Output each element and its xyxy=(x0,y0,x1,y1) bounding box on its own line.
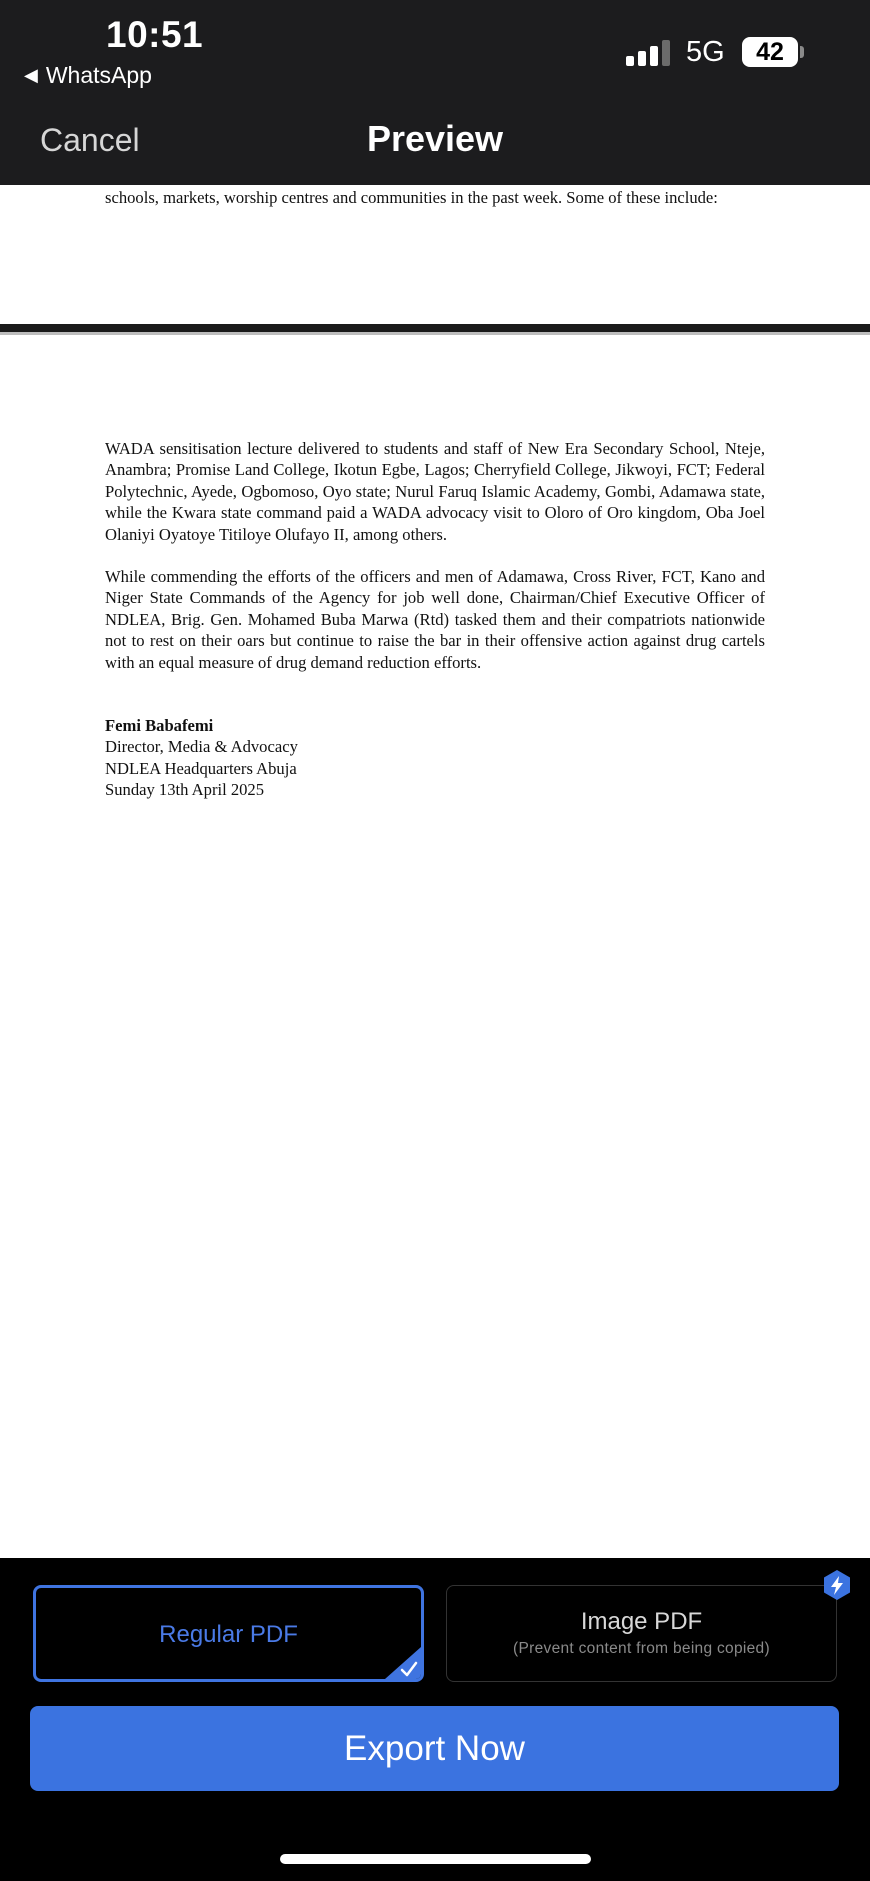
nav-bar xyxy=(0,100,870,185)
battery-tip xyxy=(800,46,804,58)
network-type: 5G xyxy=(686,36,725,68)
document-preview[interactable] xyxy=(0,185,870,1558)
status-bar xyxy=(0,0,870,100)
checkmark-icon xyxy=(385,1647,421,1679)
cancel-button[interactable]: Cancel xyxy=(40,122,140,158)
image-pdf-subtitle: (Prevent content from being copied) xyxy=(513,1640,770,1657)
image-pdf-label: Image PDF xyxy=(580,1608,703,1635)
document-paragraph-2: While commending the efforts of the officers and men of Adamawa, Cross River, FCT, Kano and Niger State Commands of the Agency for job well done, Chairman/Chief Executive Officer of NDLEA, Brig. Gen. Mohamed Buba Marwa (Rtd) tasked them and their compatriots nationwide not to rest on their oars but continue to raise the bar in their offensive action against drug cartels with an equal measure of drug demand reduction efforts. xyxy=(105,567,765,672)
signature-block xyxy=(105,715,298,801)
regular-pdf-option[interactable] xyxy=(33,1585,424,1682)
back-arrow-icon: ◀ xyxy=(24,65,38,85)
regular-pdf-label: Regular PDF xyxy=(159,1621,298,1648)
back-to-app-link[interactable] xyxy=(24,62,152,89)
page-separator-shadow xyxy=(0,332,870,335)
document-paragraph-1: WADA sensitisation lecture delivered to students and staff of New Era Secondary School, Nteje, Anambra; Promise Land College, Ikotun Egbe, Lagos; Cherryfield College, Jikwoyi, FCT; Federal Polytechnic, Ayede, Ogbomoso, Oyo state; Nurul Faruq Islamic Academy, Gombi, Adamawa state, while the Kwara state command paid a WADA advocacy visit to Oloro of Oro kingdom, Oba Joel Olaniyi Oyatoye Titiloye Olufayo II, among others. xyxy=(105,439,765,544)
battery-icon: 42 xyxy=(742,37,798,67)
signature-title: Director, Media & Advocacy xyxy=(105,737,298,757)
signature-org: NDLEA Headquarters Abuja xyxy=(105,758,297,778)
signature-date: Sunday 13th April 2025 xyxy=(105,780,265,800)
previous-page xyxy=(0,185,870,325)
document-top-line: schools, markets, worship centres and communities in the past week. Some of these include: xyxy=(105,188,718,207)
page-title: Preview xyxy=(366,118,504,159)
page-separator xyxy=(0,324,870,332)
home-indicator[interactable] xyxy=(280,1854,591,1864)
image-pdf-option[interactable] xyxy=(446,1585,837,1682)
lightning-bolt-icon xyxy=(822,1569,852,1601)
status-time: 10:51 xyxy=(106,14,204,55)
back-app-label: WhatsApp xyxy=(45,62,152,88)
cellular-signal-icon xyxy=(626,40,672,66)
signature-name: Femi Babafemi xyxy=(105,716,214,735)
export-now-button[interactable]: Export Now xyxy=(30,1706,839,1791)
export-panel xyxy=(0,1558,870,1881)
